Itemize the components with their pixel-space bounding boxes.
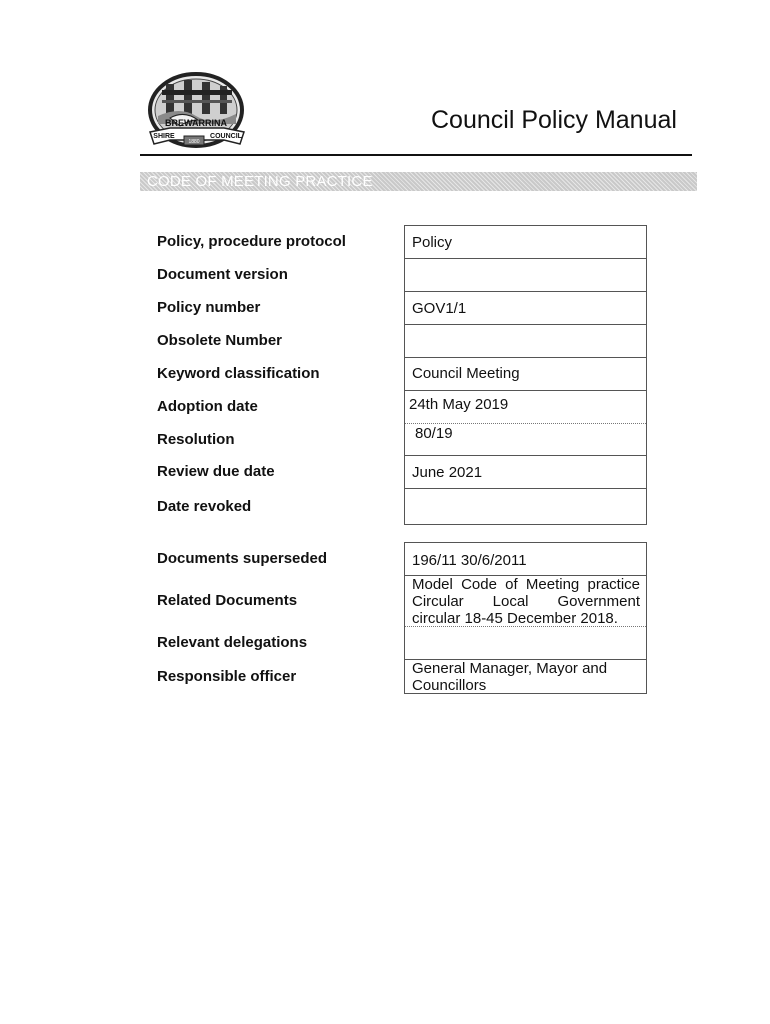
label-relevant-delegations: Relevant delegations: [157, 634, 308, 651]
value-adoption-date: 24th May 2019: [409, 396, 509, 413]
policy-details-table: [404, 225, 647, 525]
brewarrina-shire-council-logo: [140, 70, 250, 158]
row-divider: [405, 423, 646, 424]
value-responsible-officer: General Manager, Mayor and Councillors: [412, 660, 608, 694]
page-title: Council Policy Manual: [431, 106, 677, 134]
label-resolution: Resolution: [157, 431, 235, 448]
value-review-due-date: June 2021: [412, 464, 483, 481]
label-related-documents: Related Documents: [157, 592, 298, 609]
label-policy-number: Policy number: [157, 299, 261, 316]
label-review-due-date: Review due date: [157, 463, 275, 480]
row-divider: [405, 357, 646, 358]
row-divider: [405, 258, 646, 259]
value-policy-number: GOV1/1: [412, 300, 467, 317]
title-rule: [140, 154, 692, 156]
row-divider: [405, 291, 646, 292]
value-policy-procedure-protocol: Policy: [412, 234, 453, 251]
label-responsible-officer: Responsible officer: [157, 668, 297, 685]
row-divider: [405, 324, 646, 325]
row-divider: [405, 455, 646, 456]
row-divider: [405, 626, 646, 627]
value-related-documents: Model Code of Meeting practice Circular Local Government circular 18-45 December 2018.: [412, 576, 640, 627]
label-obsolete-number: Obsolete Number: [157, 332, 283, 349]
label-policy-procedure-protocol: Policy, procedure protocol: [157, 233, 346, 250]
row-divider: [405, 488, 646, 489]
label-date-revoked: Date revoked: [157, 498, 252, 515]
value-resolution: 80/19: [415, 425, 453, 442]
svg-text:BREWARRINA: BREWARRINA: [165, 118, 227, 128]
label-document-version: Document version: [157, 266, 288, 283]
label-adoption-date: Adoption date: [157, 398, 258, 415]
value-keyword-classification: Council Meeting: [412, 365, 520, 382]
related-info-table: [404, 542, 647, 694]
row-divider: [405, 390, 646, 391]
value-documents-superseded: 196/11 30/6/2011: [412, 552, 527, 569]
svg-text:SHIRE: SHIRE: [153, 133, 175, 140]
svg-text:COUNCIL: COUNCIL: [210, 133, 242, 140]
svg-text:1880: 1880: [188, 139, 200, 145]
label-keyword-classification: Keyword classification: [157, 365, 320, 382]
label-documents-superseded: Documents superseded: [157, 550, 328, 567]
section-banner: CODE OF MEETING PRACTICE: [140, 172, 697, 191]
